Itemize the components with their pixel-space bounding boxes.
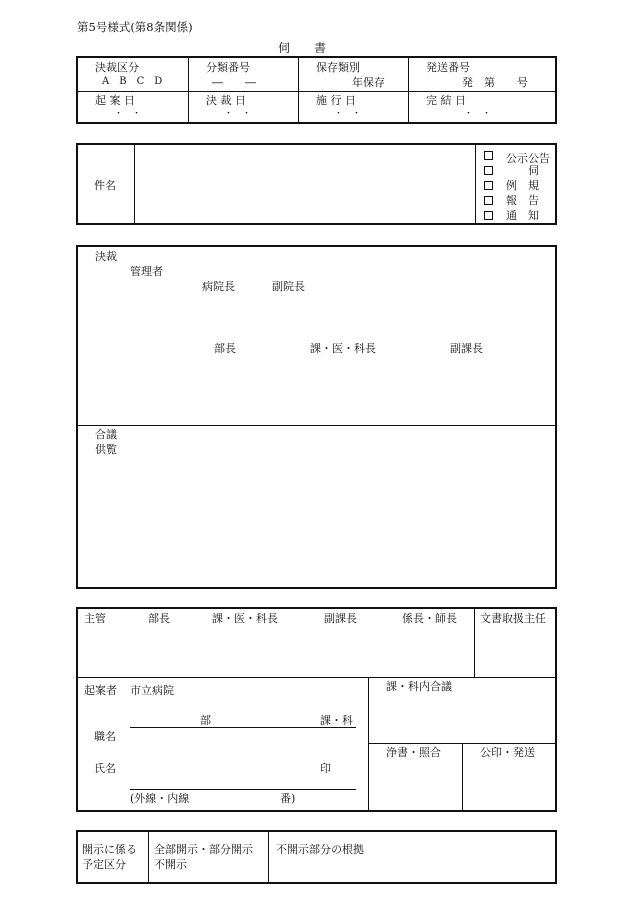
option-label: 例 規: [506, 179, 539, 192]
option-inquiry[interactable]: [484, 165, 556, 179]
responsible-label: 主管: [84, 612, 106, 625]
approval-divider: [78, 425, 555, 426]
responsible-box: [76, 607, 557, 812]
section-label: 課・科: [320, 714, 353, 727]
option-label: 通 知: [506, 209, 539, 222]
manager-label: 管理者: [130, 265, 163, 278]
decision-class-options[interactable]: A B C D: [102, 76, 163, 87]
top-table-col-divider-3: [408, 58, 409, 122]
approval-box: [76, 245, 557, 589]
consultation-label: 合議: [95, 428, 117, 441]
circulation-label: 供覧: [95, 443, 117, 456]
classification-no-label: 分類番号: [206, 61, 250, 74]
top-table: [76, 56, 557, 124]
checkbox-icon[interactable]: [484, 166, 493, 175]
resp-deputy-chief-label: 副課長: [324, 612, 357, 625]
internal-consult-label: 課・科内合議: [386, 680, 452, 693]
decision-date-label: 決 裁 日: [206, 94, 246, 107]
option-label: 伺: [528, 164, 539, 177]
option-regulation[interactable]: [484, 180, 556, 194]
position-label: 職名: [94, 730, 116, 743]
completion-date-label: 完 結 日: [426, 94, 466, 107]
enforcement-date-value[interactable]: ・ ・: [334, 109, 362, 119]
form-number: 第5号様式(第8条関係): [77, 20, 193, 34]
resp-dept-head-label: 部長: [148, 612, 170, 625]
draft-date-value[interactable]: ・ ・: [114, 109, 142, 119]
dispatch-no-value[interactable]: 発 第 号: [462, 76, 528, 89]
clean-copy-label: 浄書・照合: [386, 746, 441, 759]
department-head-label: 部長: [214, 342, 236, 355]
subject-label: 件名: [94, 179, 116, 192]
deputy-chief-label: 副課長: [450, 342, 483, 355]
disclosure-box: [76, 830, 557, 884]
checkbox-icon[interactable]: [484, 211, 493, 220]
subject-input[interactable]: [140, 151, 466, 217]
disclosure-label-line2: 予定区分: [82, 858, 126, 871]
disclosure-options-divider: [268, 832, 269, 882]
completion-date-value[interactable]: ・ ・: [464, 109, 492, 119]
section-chief-label: 課・医・科長: [310, 342, 376, 355]
dispatch-no-label: 発送番号: [426, 61, 470, 74]
dept-label: 部: [200, 714, 211, 727]
dept-underline: [130, 727, 356, 728]
disclosure-label-divider: [148, 832, 149, 882]
decision-date-value[interactable]: ・ ・: [224, 109, 252, 119]
checkbox-icon[interactable]: [484, 181, 493, 190]
top-table-col-divider-1: [188, 58, 189, 122]
disclosure-label-line1: 開示に係る: [82, 843, 137, 856]
decision-class-label: 決裁区分: [95, 61, 139, 74]
draft-date-label: 起 案 日: [95, 94, 135, 107]
disclosure-options-line2[interactable]: 不開示: [154, 858, 187, 871]
option-label: 報 告: [506, 194, 539, 207]
option-report[interactable]: [484, 195, 556, 209]
name-label: 氏名: [94, 762, 116, 775]
page-title: 伺 書: [278, 41, 327, 55]
drafter-label: 起案者: [84, 684, 117, 697]
extension-label: (外線・内線: [130, 792, 190, 805]
classification-no-value[interactable]: ― ―: [212, 76, 256, 89]
checkbox-icon[interactable]: [484, 196, 493, 205]
option-notification[interactable]: [484, 210, 556, 224]
retention-type-value[interactable]: 年保存: [352, 76, 385, 89]
subject-label-divider: [134, 145, 135, 223]
drafter-org: 市立病院: [130, 684, 174, 697]
name-underline: [130, 789, 356, 790]
clean-copy-divider: [462, 743, 463, 810]
nondisclosure-reason-label: 不開示部分の根拠: [276, 843, 364, 856]
option-label: 公示公告: [506, 152, 550, 165]
checkbox-icon[interactable]: [484, 151, 493, 160]
extension-suffix: 番): [280, 792, 296, 805]
resp-subchief-label: 係長・師長: [402, 612, 457, 625]
subject-options-divider: [475, 145, 476, 223]
subject-box: [76, 143, 557, 225]
top-table-col-divider-2: [298, 58, 299, 122]
seal-label: 印: [320, 762, 331, 775]
hospital-director-label: 病院長: [202, 280, 235, 293]
option-public-notice[interactable]: [484, 150, 556, 164]
resp-section-chief-label: 課・医・科長: [212, 612, 278, 625]
enforcement-date-label: 施 行 日: [316, 94, 356, 107]
vice-director-label: 副院長: [272, 280, 305, 293]
doc-handler-divider: [474, 609, 475, 677]
decision-section-label: 決裁: [95, 250, 117, 263]
responsible-row-divider: [78, 677, 555, 678]
retention-type-label: 保存類別: [316, 61, 360, 74]
disclosure-options-line1[interactable]: 全部開示・部分開示: [154, 843, 253, 856]
doc-handler-label: 文書取扱主任: [480, 612, 546, 625]
seal-send-label: 公印・発送: [480, 746, 535, 759]
top-table-row-divider: [78, 91, 555, 92]
